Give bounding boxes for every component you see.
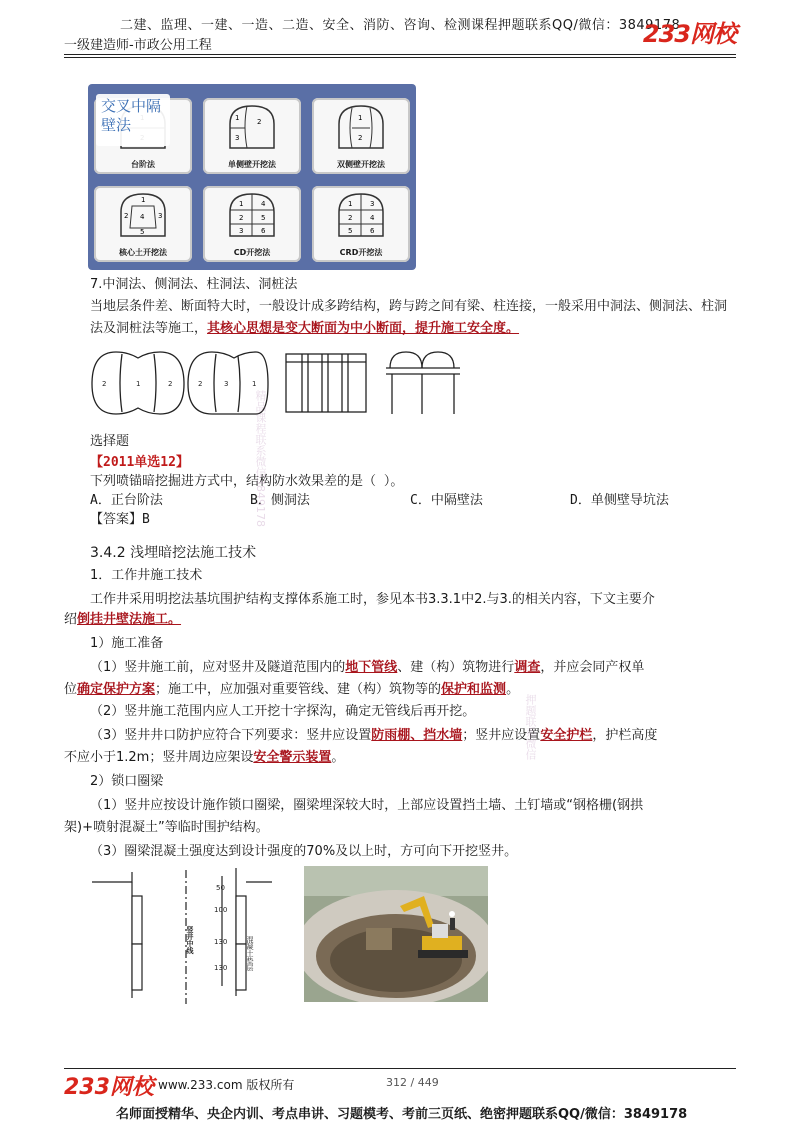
paragraph-intro-line2 bbox=[64, 610, 181, 630]
text-span: 绍 bbox=[64, 612, 78, 627]
svg-text:4: 4 bbox=[261, 200, 266, 208]
svg-text:5: 5 bbox=[140, 228, 145, 236]
method-label: 核心土开挖法 bbox=[119, 248, 167, 257]
svg-text:3: 3 bbox=[239, 227, 244, 235]
page-number: 312 / 449 bbox=[386, 1076, 439, 1089]
text-span: ，并应会同产权单 bbox=[540, 660, 645, 675]
svg-text:1: 1 bbox=[252, 380, 257, 388]
text-span: 位 bbox=[64, 682, 78, 697]
text-span: ；施工中，应加强对重要管线、建（构）筑物等的 bbox=[155, 682, 442, 697]
section-7-text: 当地层条件差、断面特大时，一般设计成多跨结构，跨与跨之间有梁、柱连接，一般采用中洞法、侧洞法、柱洞法及洞桩法等施工， bbox=[90, 299, 728, 336]
dim-label: 100 bbox=[214, 906, 228, 914]
svg-text:3: 3 bbox=[235, 134, 240, 142]
svg-text:3: 3 bbox=[224, 380, 229, 388]
double-side-method-diagram bbox=[336, 104, 386, 150]
shaft-excavation-photo bbox=[304, 866, 488, 1002]
svg-text:2: 2 bbox=[124, 212, 129, 220]
svg-text:1: 1 bbox=[136, 380, 141, 388]
header-divider-2 bbox=[64, 57, 736, 58]
text-span: （1）竖井施工前，应对竖井及隧道范围内的 bbox=[90, 660, 346, 675]
ring-item-3: （3）圈梁混凝土强度达到设计强度的70%及以上时，方可向下开挖竖井。 bbox=[90, 844, 518, 859]
section-3-4-2-title: 3.4.2 浅埋暗挖法施工技术 bbox=[90, 545, 257, 561]
method-label: 单侧壁开挖法 bbox=[228, 160, 276, 169]
text-span: 、建（构）筑物进行 bbox=[397, 660, 515, 675]
question-body: 下列喷锚暗挖掘进方式中，结构防水效果差的是（ ）。 bbox=[90, 474, 404, 489]
item-3-line2 bbox=[64, 748, 344, 768]
method-card-cd bbox=[203, 186, 301, 262]
question-options bbox=[90, 489, 730, 508]
svg-text:4: 4 bbox=[140, 213, 145, 221]
ring-item-1-line2: 架)+喷射混凝土”等临时围护结构。 bbox=[64, 820, 269, 835]
excavation-methods-figure bbox=[88, 84, 416, 270]
text-span: ，护栏高度 bbox=[592, 728, 658, 743]
svg-text:2: 2 bbox=[257, 118, 262, 126]
highlight-rain-shed: 防雨棚、挡水墙 bbox=[371, 728, 463, 743]
text-span: （3）竖井井口防护应符合下列要求：竖井应设置 bbox=[90, 728, 372, 743]
item-3-line1 bbox=[90, 726, 657, 746]
dim-label: 130 bbox=[214, 938, 228, 946]
crd-method-diagram bbox=[336, 192, 386, 238]
highlight-warning-device: 安全警示装置 bbox=[253, 750, 332, 765]
svg-text:1: 1 bbox=[235, 114, 240, 122]
svg-text:2: 2 bbox=[239, 214, 244, 222]
shaft-section-drawing bbox=[86, 866, 286, 1006]
question-answer: 【答案】B bbox=[90, 512, 150, 527]
svg-text:2: 2 bbox=[198, 380, 203, 388]
svg-text:3: 3 bbox=[158, 212, 163, 220]
svg-text:3: 3 bbox=[370, 200, 375, 208]
item-1-line1 bbox=[90, 658, 644, 678]
svg-text:2: 2 bbox=[102, 380, 107, 388]
cd-method-diagram bbox=[227, 192, 277, 238]
option-a: A．正台阶法 bbox=[90, 493, 163, 508]
multi-span-sketches bbox=[88, 348, 468, 418]
section-7-paragraph bbox=[90, 296, 730, 340]
text-span: 。 bbox=[506, 682, 520, 697]
method-label: CD开挖法 bbox=[233, 248, 271, 257]
method-card-core-soil bbox=[94, 186, 192, 262]
svg-text:2: 2 bbox=[168, 380, 173, 388]
footer-divider bbox=[64, 1068, 736, 1069]
svg-text:5: 5 bbox=[348, 227, 353, 235]
svg-text:1: 1 bbox=[358, 114, 363, 122]
method-label: 双侧壁开挖法 bbox=[337, 160, 385, 169]
highlight-guardrail: 安全护栏 bbox=[540, 728, 593, 743]
core-soil-method-diagram bbox=[118, 192, 168, 238]
svg-text:1: 1 bbox=[348, 200, 353, 208]
header-subtitle: 一级建造师-市政公用工程 bbox=[64, 38, 212, 53]
text-span: 。 bbox=[331, 750, 345, 765]
highlight-protection-monitoring: 保护和监测 bbox=[441, 682, 507, 697]
svg-text:1: 1 bbox=[141, 196, 146, 204]
highlight-investigation: 调查 bbox=[514, 660, 541, 675]
highlight-protection-plan: 确定保护方案 bbox=[77, 682, 156, 697]
section-7-title: 7.中洞法、侧洞法、柱洞法、洞桩法 bbox=[90, 277, 298, 292]
method-label: CRD开挖法 bbox=[339, 248, 383, 257]
single-side-method-diagram bbox=[227, 104, 277, 150]
shaft-centerline-label: 竖井中线 bbox=[186, 926, 194, 954]
footer-contact-line: 名师面授精华、央企内训、考点串讲、习题模考、考前三页纸、绝密押题联系QQ/微信：3849178 bbox=[116, 1107, 688, 1122]
highlight-inverted-wall: 倒挂井壁法施工。 bbox=[77, 612, 182, 627]
highlight-underground-pipes: 地下管线 bbox=[345, 660, 398, 675]
method-label: 台阶法 bbox=[131, 160, 155, 169]
method-card-single-side bbox=[203, 98, 301, 174]
dim-label: 130 bbox=[214, 964, 228, 972]
svg-text:2: 2 bbox=[348, 214, 353, 222]
svg-text:6: 6 bbox=[261, 227, 266, 235]
ring-item-1-line1: （1）竖井应按设计施作锁口圈梁，圈梁埋深较大时，上部应设置挡土墙、土钉墙或“钢格栅(钢拱 bbox=[90, 798, 644, 813]
svg-text:6: 6 bbox=[370, 227, 375, 235]
item-1-line2 bbox=[64, 680, 519, 700]
dim-label: 50 bbox=[216, 884, 225, 892]
paragraph-intro-line1: 工作井采用明挖法基坑围护结构支撑体系施工时，参见本书3.3.1中2.与3.的相关内容，下文主要介 bbox=[90, 592, 655, 607]
svg-text:4: 4 bbox=[370, 214, 375, 222]
method-card-double-side bbox=[312, 98, 410, 174]
footer-site: www.233.com 版权所有 bbox=[158, 1078, 295, 1092]
watermark: 押题联系微信 bbox=[524, 694, 537, 760]
method-card-crd bbox=[312, 186, 410, 262]
svg-text:2: 2 bbox=[358, 134, 363, 142]
option-d: D．单侧壁导坑法 bbox=[570, 493, 669, 508]
cross-diaphragm-overlay-label: 交叉中隔壁法 bbox=[96, 94, 170, 146]
heading-ring-beam: 2）锁口圈梁 bbox=[90, 774, 164, 789]
svg-text:5: 5 bbox=[261, 214, 266, 222]
text-span: 不应小于1.2m；竖井周边应架设 bbox=[64, 750, 254, 765]
option-b: B．侧洞法 bbox=[250, 493, 310, 508]
header-contact-line: 二建、监理、一建、一造、二造、安全、消防、咨询、检测课程押题联系QQ/微信：3849178 bbox=[120, 18, 681, 33]
item-2: （2）竖井施工范围内应人工开挖十字探沟，确定无管线后再开挖。 bbox=[90, 704, 476, 719]
watermark: 精品课程联系微信3849178 bbox=[254, 390, 267, 527]
brand-logo: 233网校 bbox=[642, 20, 736, 48]
header-divider bbox=[64, 54, 736, 55]
concrete-pad-label: 混凝土垫层 bbox=[246, 936, 254, 971]
heading-preparation: 1）施工准备 bbox=[90, 636, 164, 651]
subsection-1-title: 1．工作井施工技术 bbox=[90, 568, 203, 583]
option-c: C．中隔壁法 bbox=[410, 493, 483, 508]
footer-logo: 233网校 bbox=[64, 1075, 154, 1100]
text-span: ；竖井应设置 bbox=[462, 728, 541, 743]
question-tag: 【2011单选12】 bbox=[90, 455, 189, 470]
question-type-label: 选择题 bbox=[90, 434, 130, 449]
section-7-key-idea: 其核心思想是变大断面为中小断面，提升施工安全度。 bbox=[207, 321, 520, 336]
svg-text:1: 1 bbox=[239, 200, 244, 208]
